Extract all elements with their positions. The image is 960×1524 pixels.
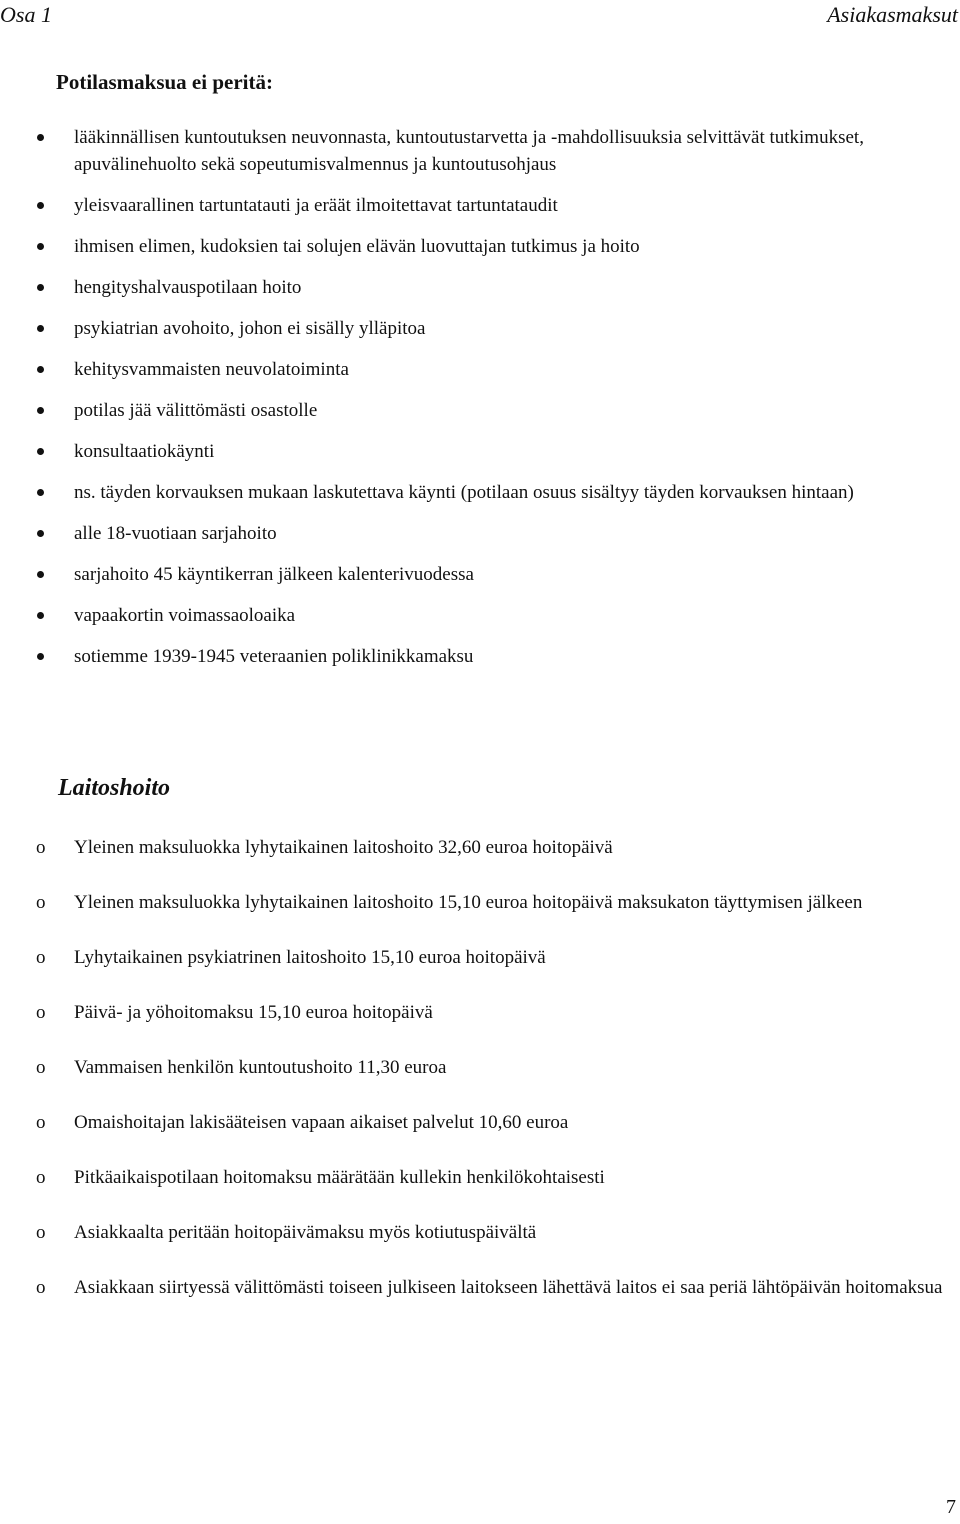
- list-marker: o: [36, 1112, 46, 1133]
- bullet-icon: [37, 448, 44, 455]
- list-item-text: sotiemme 1939-1945 veteraanien poliklinikkamaksu: [74, 646, 474, 667]
- list-item-text: yleisvaarallinen tartuntatauti ja eräät ilmoitettavat tartuntataudit: [74, 195, 558, 216]
- section-heading-no-fee: Potilasmaksua ei peritä:: [56, 70, 273, 94]
- bullet-icon: [37, 407, 44, 414]
- no-fee-bullet-list: [0, 124, 960, 684]
- list-item-text: Asiakkaalta peritään hoitopäivämaksu myös kotiutuspäivältä: [74, 1222, 537, 1243]
- list-item: [0, 1274, 960, 1301]
- list-item-text: hengityshalvauspotilaan hoito: [74, 277, 302, 298]
- bullet-icon: [37, 653, 44, 660]
- list-marker: o: [36, 1222, 46, 1243]
- list-item: [0, 438, 960, 465]
- list-item: [0, 124, 960, 178]
- list-item-text: lääkinnällisen kuntoutuksen neuvonnasta, kuntoutustarvetta ja -mahdollisuuksia selvittävät tutkimukset, apuvälinehuolto sekä sopeutumisvalmennus ja kuntoutusohjaus: [74, 127, 864, 175]
- bullet-icon: [37, 134, 44, 141]
- section-heading-institutional-care: Laitoshoito: [58, 775, 171, 801]
- list-item: [0, 889, 960, 916]
- list-item: [0, 643, 960, 670]
- bullet-icon: [37, 489, 44, 496]
- bullet-icon: [37, 243, 44, 250]
- list-item: [0, 315, 960, 342]
- page-number: 7: [946, 1496, 956, 1518]
- list-item: [0, 233, 960, 260]
- list-marker: o: [36, 1002, 46, 1023]
- list-item: [0, 479, 960, 506]
- list-item: [0, 602, 960, 629]
- list-item: [0, 1164, 960, 1191]
- bullet-icon: [37, 325, 44, 332]
- list-item-text: Asiakkaan siirtyessä välittömästi toiseen julkiseen laitokseen lähettävä laitos ei saa periä lähtöpäivän hoitomaksua: [74, 1277, 943, 1298]
- list-item-text: Päivä- ja yöhoitomaksu 15,10 euroa hoitopäivä: [74, 1002, 433, 1023]
- list-item-text: potilas jää välittömästi osastolle: [74, 400, 318, 421]
- list-marker: o: [36, 892, 46, 913]
- list-item-text: ihmisen elimen, kudoksien tai solujen elävän luovuttajan tutkimus ja hoito: [74, 236, 640, 257]
- list-item: [0, 1054, 960, 1081]
- list-marker: o: [36, 837, 46, 858]
- list-item-text: kehitysvammaisten neuvolatoiminta: [74, 359, 349, 380]
- list-item: [0, 520, 960, 547]
- list-item: [0, 944, 960, 971]
- header-section-title: Asiakasmaksut: [827, 2, 958, 27]
- header-part-label: Osa 1: [0, 2, 52, 27]
- bullet-icon: [37, 284, 44, 291]
- list-item: [0, 1219, 960, 1246]
- list-item-text: Omaishoitajan lakisääteisen vapaan aikaiset palvelut 10,60 euroa: [74, 1112, 569, 1133]
- list-item-text: Yleinen maksuluokka lyhytaikainen laitoshoito 15,10 euroa hoitopäivä maksukaton täyttymisen jälkeen: [74, 892, 863, 913]
- bullet-icon: [37, 612, 44, 619]
- list-marker: o: [36, 947, 46, 968]
- list-item: [0, 397, 960, 424]
- list-item-text: Yleinen maksuluokka lyhytaikainen laitoshoito 32,60 euroa hoitopäivä: [74, 837, 613, 858]
- bullet-icon: [37, 366, 44, 373]
- list-marker: o: [36, 1057, 46, 1078]
- list-item: [0, 999, 960, 1026]
- list-marker: o: [36, 1277, 46, 1298]
- list-item-text: Lyhytaikainen psykiatrinen laitoshoito 15,10 euroa hoitopäivä: [74, 947, 546, 968]
- institutional-care-list: [0, 834, 960, 1301]
- list-item: [0, 274, 960, 301]
- list-marker: o: [36, 1167, 46, 1188]
- list-item-text: psykiatrian avohoito, johon ei sisälly ylläpitoa: [74, 318, 426, 339]
- list-item: [0, 1109, 960, 1136]
- bullet-icon: [37, 202, 44, 209]
- list-item-text: Vammaisen henkilön kuntoutushoito 11,30 euroa: [74, 1057, 447, 1078]
- list-item-text: Pitkäaikaispotilaan hoitomaksu määrätään kullekin henkilökohtaisesti: [74, 1167, 605, 1188]
- list-item-text: alle 18-vuotiaan sarjahoito: [74, 523, 277, 544]
- bullet-icon: [37, 571, 44, 578]
- list-item: [0, 356, 960, 383]
- list-item-text: konsultaatiokäynti: [74, 441, 215, 462]
- list-item: [0, 561, 960, 588]
- bullet-icon: [37, 530, 44, 537]
- list-item-text: ns. täyden korvauksen mukaan laskutettava käynti (potilaan osuus sisältyy täyden korvauksen hintaan): [74, 482, 854, 503]
- list-item: [0, 192, 960, 219]
- list-item-text: vapaakortin voimassaoloaika: [74, 605, 296, 626]
- list-item-text: sarjahoito 45 käyntikerran jälkeen kalenterivuodessa: [74, 564, 474, 585]
- list-item: [0, 834, 960, 861]
